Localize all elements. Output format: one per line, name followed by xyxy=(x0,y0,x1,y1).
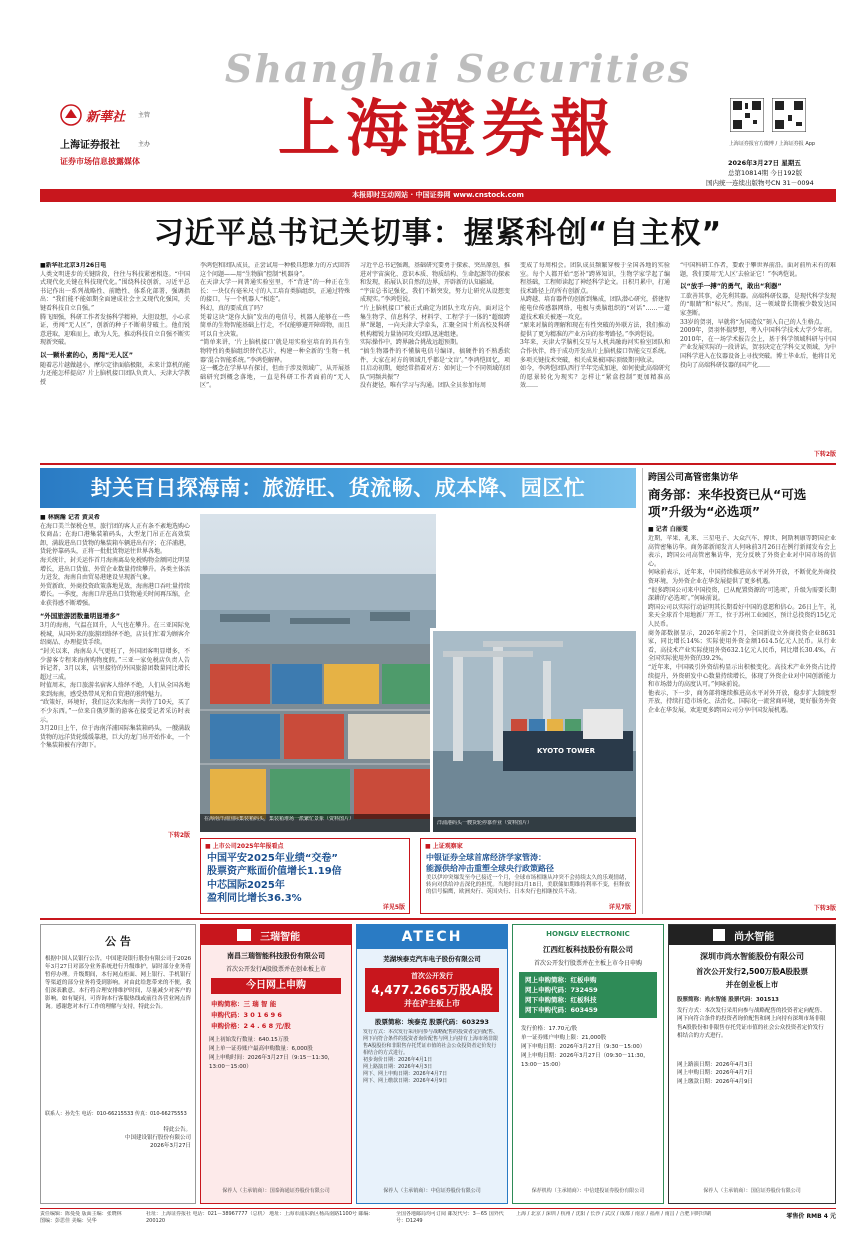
honglv-line: 发行价格：17.70元/股 xyxy=(521,1026,578,1032)
paragraph: 何咏前表示，近年来，中国持续推进高水平对外开放，不断优化外商投资环境，为外资企业在华发展提供了更多机遇。 xyxy=(648,569,836,585)
paragraph: 这一概念在学界早有探讨，但由于涉及领域广，从开展基础研究到概念落地，一直是科研工作者面前的“无人区”。 xyxy=(200,365,350,390)
honglv-company: 江西红板科技股份有限公司 xyxy=(543,945,633,954)
feature-text-col xyxy=(40,514,190,812)
headline-col-1 xyxy=(40,262,190,460)
right-continue-link[interactable]: 下转3版 xyxy=(813,905,836,912)
shangshui-line: 发行方式：本次发行采用向参与战略配售的投资者定向配售、网下向符合条件的投资者询价配售和网上向持有深圳市场非限售A股股份和非限售存托凭证市值的社会公众投资者定价发行相结合的方式进行。 xyxy=(677,1007,826,1039)
issue-number: 总第10814期 今日192版 xyxy=(728,169,803,177)
shangshui-sponsor: 保荐人（主承销商）：国信证券股份有限公司 xyxy=(703,1188,801,1194)
paragraph: 3年来，天津大学脑机交互与人机共融海河实验室团队和合作伙伴，终于成功开发出片上脑机接口智能交互系统。多项关键技术突破，相关成果被国际顶级期刊收录。 xyxy=(520,339,670,364)
port-aerial-image xyxy=(200,514,436,832)
paragraph: 时值周末，海口旅游名宿客人络绎不绝，人们从全国各地来到海南，感受热带风光和自贸港的独特魅力。 xyxy=(40,682,190,698)
footer-subscription: 全国各地邮局均可订阅 邮发代号：3－65 国外代号：D1249 xyxy=(396,1211,504,1224)
org-role: 主办 xyxy=(138,141,151,148)
earnings-item-2[interactable]: 中芯国际2025年 盈利同比增长36.3% xyxy=(207,880,302,904)
honglv-line: 网下申购日期：2026年3月27日（9:30－15:00） xyxy=(521,1044,646,1050)
right-title: 商务部：来华投资已从“可选项”升级为“必选项” xyxy=(648,487,807,519)
atech-brand: ATECH xyxy=(357,925,507,949)
paragraph: 没有捷径，唯有学习与沟通。团队全员参加每周 xyxy=(360,382,487,390)
org-name: 上海证券报社 xyxy=(60,140,120,151)
honglv-line: 网下申购代码：603459 xyxy=(525,1006,598,1014)
app-label: 上海证券报官方微博 / 上海证券报 App xyxy=(728,141,816,147)
footer-retail-price: 零售价 RMB 4 元 xyxy=(786,1213,836,1220)
headline-col-2 xyxy=(200,262,350,460)
photo-caption: 在海南洋浦国际集装箱码头，集装箱堆场一派繁忙景象（资料图片） xyxy=(204,816,355,822)
paragraph: 3月的海南，气温在回升，人气也在攀升。在三亚国际免税城，从国外来的旅游团络绎不绝，店员们忙着为顾客介绍商品、办理提货手续。 xyxy=(40,622,190,647)
sanrui-logo-icon xyxy=(237,929,251,941)
cargo-ship-image xyxy=(433,631,636,832)
atech-details: 发行方式：本次发行采用向参与战略配售的投资者定向配售、网下向符合条件的投资者询价配售与网上向持有上海市场非限售A股股份和非限售存托凭证市值的社会公众投资者定价发行相结合的方式进行。 初步询价日期：2026年4月1日 网上路演日期：2026年4月3日 网下、网上申购日期：2026年4月7日 网下、网上缴款日期：2026年4月9日 xyxy=(363,1029,499,1084)
honglv-line: 网下申购简称：红板科技 xyxy=(525,996,597,1004)
xinhua-text: 新華社 xyxy=(86,110,126,125)
feature-banner xyxy=(40,468,636,508)
paragraph: 实际操作中，跨界融合挑战远超预期。 xyxy=(360,339,463,347)
observer-kicker: ■ 上证观察家 xyxy=(425,843,463,850)
sanrui-company: 南昌三瑞智能科技股份有限公司 xyxy=(227,952,325,960)
sponsor-label: 主管 xyxy=(138,112,151,119)
observer-block xyxy=(420,838,636,914)
paragraph: “片上脑机接口”被正式确定为团队主攻方向，面对这个集生物学、信息科学、材料学、工程学于一体的“超级跨界”课题，一向天津大学牵头，汇聚全国十所高校及科研机构精锐力量协同攻关团队迅速组建。 xyxy=(360,304,510,338)
shangshui-company: 深圳市尚水智能股份有限公司 xyxy=(700,952,804,961)
footer-address: 社址：上海证券报社 电话：021－38967777（总机） 地址：上海市浦东新区杨高南路1100号 邮编：200120 xyxy=(146,1211,374,1224)
sanrui-sponsor: 保荐人（主承销商）：国泰海通证券股份有限公司 xyxy=(222,1188,330,1194)
paragraph: 在海口美兰保税仓里，旅行团的客人正有条不紊地选购心仪商品；在海口港集装箱码头，大型龙门吊正在高效装卸，满载进出口货物的集装箱车辆进出有序；在洋浦港，货轮停靠码头，正将一批批货物运往世界各地。 xyxy=(40,522,190,556)
atech-ad xyxy=(356,924,508,1204)
cn-number: 国内统一连续出版物号CN 31－0094 xyxy=(706,179,814,187)
qr-app-icon xyxy=(772,98,806,132)
shangshui-line: 网上路演日期：2026年4月3日 xyxy=(677,1061,753,1068)
ship-name: KYOTO TOWER xyxy=(537,747,595,755)
paragraph: 习近平总书记强调，基础研究要勇于探索、突出原创，推进对宇宙演化、意识本质、物质结构、生命起源等的探索和发现，拓展认识自然的边界，开辟新的认知疆域。 xyxy=(360,262,510,287)
shangshui-offer: 并在创业板上市 xyxy=(725,980,779,989)
sanrui-header xyxy=(201,925,351,945)
shangshui-line: 网上申购日期：2026年4月7日 xyxy=(677,1070,753,1076)
notice-footer: 特此公告。 中国建设银行股份有限公司 2026年3月27日 xyxy=(124,1127,191,1149)
main-headline: 习近平总书记关切事：握紧科创“自主权” xyxy=(153,216,723,251)
qr-weibo-icon xyxy=(730,98,764,132)
atech-code: 股票简称：埃泰克 股票代码：603293 xyxy=(375,1018,489,1026)
sanrui-line: 网上单一证券账户最高申购数量：6,000股 xyxy=(209,1046,313,1052)
paragraph: 李鸿恺和团队成员，正尝试用一种极具想象力的方式回答这个问题——用“生物脑”控制“机器身”。 xyxy=(200,262,350,278)
shangshui-header xyxy=(669,925,835,945)
paragraph: “政策好，环境好，我们这次来海南一共待了10天，买了不少东西。”一位来自俄罗斯的游客在接受记者采访时表示。 xyxy=(40,699,190,724)
shangshui-line: 网上缴款日期：2026年4月9日 xyxy=(677,1078,753,1085)
shangshui-offer: 首次公开发行2,500万股A股股票 xyxy=(695,967,809,976)
ship-photo xyxy=(430,628,636,832)
atech-sponsor: 保荐人（主承销商）：中信证券股份有限公司 xyxy=(383,1188,481,1194)
paragraph: 他表示，下一步，商务部将继续推进高水平对外开放，稳步扩大制度型开放，持续打造市场化、法治化、国际化一流营商环境，更好服务外资企业在华发展，欢迎更多跨国公司分享中国发展机遇。 xyxy=(648,689,836,714)
paragraph: 近期，苹果、礼来、三星电子、大众汽车、博世、阿斯利康等跨国企业高管密集访华。商务部新闻发言人何咏前3月26日在例行新闻发布会上表示，跨国公司高管密集访华，充分反映了外资企业对中国市场的信心。 xyxy=(648,535,836,568)
subhead: 以一颗朴素的心，勇闯“无人区” xyxy=(40,350,134,359)
honglv-brand: HONGLV ELECTRONIC xyxy=(546,930,630,938)
right-article xyxy=(648,468,836,914)
earnings-kicker: ■ 上市公司2025年年报看点 xyxy=(205,843,284,850)
paragraph: 变成了每周相会。团队成员频繁穿梭于全国各地的实验室。每个人都开始“恶补”跨界知识，生物学家学起了编程基础，工程师读起了神经科学论文。日积月累中，打通技术路径上的所有创新点。 xyxy=(520,262,670,295)
feature-title: 封关百日探海南：旅游旺、货流畅、成本降、园区忙 xyxy=(90,476,586,500)
paragraph: 工欲善其事，必先利其器。高端科研仪器，是现代科学发现的“眼睛”和“标尺”。然而，这一领域曾长期被少数发达国家垄断。 xyxy=(680,292,836,317)
headline-col-3 xyxy=(360,262,510,460)
earnings-item-1[interactable]: 中国平安2025年业绩“交卷” 股票资产账面价值增长1.19倍 xyxy=(207,853,342,877)
right-body xyxy=(648,535,836,891)
sanrui-brand: 三瑞智能 xyxy=(260,932,301,943)
paragraph: 2009年，贺羽怀揣梦想，考入中国科学技术大学少年班。2010年，在一场学术报告会上，基于科学领域科研与中国产业发展实际的一段讲话，贺羽决定在学科交叉领域，为中国科学进入在仪器设备上寻找突破。博士毕业后，他将目光投向了高端科研仪器的国产化…… xyxy=(680,327,836,369)
honglv-sponsor: 保荐机构（主承销商）：中信建投证券股份有限公司 xyxy=(531,1188,645,1194)
footer-editors: 责任编辑：陈曼曼 版面主编：张晓林 图编：彭思佳 美编：吴华 xyxy=(40,1211,122,1224)
paragraph: “原来对脑的理解和现在有性突破的外联方法，我们推动提供了更为精准的产业方向的参考路径。”李鸿恺说。 xyxy=(520,322,670,338)
sanrui-line: 申购简称：三 瑞 智 能 xyxy=(211,1000,277,1008)
observer-text: 美以伊冲突爆发至今已接近一个月，全球市场相继从冲突不会持续太久的乐观情绪，转向对供给冲击深化的担忧。当地时间3月18日，美联储如期维持利率不变，但释放的信号偏鹰，欧洲央行、英国央行、日本央行也相继按兵不动。 xyxy=(426,875,630,895)
sanrui-ad xyxy=(200,924,352,1204)
footer-print-cities: 上海 / 北京 / 深圳 / 杭州 / 沈阳 / 长沙 / 武汉 / 成都 / 南京 / 福州 / 南昌 / 合肥 同时印刷 xyxy=(516,1211,712,1217)
honglv-line: 单一证券账户申购上限：21,000股 xyxy=(521,1035,607,1041)
shangshui-brand: 尚水智能 xyxy=(734,932,775,943)
paragraph: 人类文明进步的关键阶段，往往与科技紧密相连。“中国式现代化关键在科技现代化。”围绕科技创新，习近平总书记作出一系列战略性、前瞻性、体系化部署，强调指出：“我们能不能如期全面建成社会主义现代化强国，关键看科技自立自强。” xyxy=(40,270,190,312)
shangshui-line: 股票简称：尚水智能 股票代码：301513 xyxy=(677,997,779,1003)
paragraph: 3月20日上午，位于海南洋浦国际集装箱码头，一艘满载货物的远洋货轮缓缓靠港，巨大的龙门吊开始作业，一个个集装箱被有序卸下。 xyxy=(40,725,190,750)
paragraph: “近年来，中国吸引外资结构显示出积极变化。高技术产业外资占比持续提升，外资研发中心数量持续增长，体现了外资企业对中国创新能力和市场潜力的高度认可。”何咏前说。 xyxy=(648,663,836,689)
sanrui-line: 申购价格：2 4 . 6 8 元/股 xyxy=(211,1022,291,1030)
earnings-block xyxy=(200,838,410,914)
right-byline: ■ 记者 白丽雯 xyxy=(648,526,688,533)
port-photo xyxy=(200,514,436,832)
byline: ■新华社北京3月26日电 xyxy=(40,262,107,269)
xinhua-emblem-icon xyxy=(60,104,82,126)
paragraph: “中国科研工作者，要敢于攀世界前沿。面对前所未有的难题，我们要用‘无人区’去验证它！”李鸿恺说。 xyxy=(680,262,836,278)
headline-col-5 xyxy=(680,262,836,448)
paragraph: 科幻，真的要成真了吗？ xyxy=(200,304,267,312)
paragraph: “宇宙总书记强化，我们不断突发，努力让研究从设想变成现实。”李鸿恺说。 xyxy=(360,287,510,304)
atech-offer: 4,477.2665万股A股 xyxy=(371,983,493,997)
issue-date: 2026年3月27日 星期五 xyxy=(728,159,801,167)
shangshui-ad xyxy=(668,924,836,1204)
designation: 证券市场信息披露媒体 xyxy=(60,157,140,166)
paragraph: 腾飞图强，科研工作者发扬科学精神，大胆设想，小心求证，勇闯“无人区”，创新的种子不断萌芽破土。他们锐意进取，迎难而上，敢为人先，推动科技自立自强不断实现新突破。 xyxy=(40,313,190,347)
paragraph: 从跨越、培育器件的创新到集成，团队潜心研究，搭建智能电位传感器网络，电极与类脑组织的“对话”……一道道技术难关被逐一攻克。 xyxy=(520,296,670,321)
continue-link[interactable]: 下转2版 xyxy=(813,451,836,458)
sanrui-offer: 首次公开发行A股股票并在创业板上市 xyxy=(225,966,327,973)
notice-ad xyxy=(40,924,196,1204)
paragraph: 商务部数据显示，2026年前2个月，全国新设立外商投资企业8631家，同比增长14%；实际使用外资金额1614.5亿元人民币。从行业看，高技术产业实际使用外资632.1亿元人民币，同比增长30.4%，占全国实际使用外资的39.2%。 xyxy=(648,629,836,663)
paragraph: “封关以来，海南岛人气更旺了，外国团客明显增多，不少游客专程来海南购物度假。”三亚一家免税店负责人告诉记者，3月以来，店里接待的外国旅游团数量同比增长超过三成。 xyxy=(40,647,190,681)
honglv-line: 网上申购代码：732459 xyxy=(525,986,598,994)
paragraph: “简单来讲，‘片上脑机接口’就是用实验室培育的具有生物特性的类脑组织替代芯片，构建一种全新的‘生物－机器’混合智能系统。”李鸿恺解释。 xyxy=(200,339,350,364)
shangshui-logo-icon xyxy=(713,929,725,941)
tagline: 本报即时互动网站 · 中国证券网 www.cnstock.com xyxy=(352,191,524,199)
paragraph: 随着芯片越做越小，摩尔定律面临极限，未来计算机的能力还能怎样提高？片上脑机接口团队负责人、天津大学教授 xyxy=(40,361,190,386)
atech-company: 芜湖埃泰克汽车电子股份有限公司 xyxy=(383,955,481,963)
paragraph: 在天津大学一间普通实验室里，不“背进”的一种正在生长：一块仅有毫米尺寸的人工培育类脑组织，正通过特殊的接口，与一个机器人“相连”。 xyxy=(200,279,350,304)
paragraph: 外贸新政、外商投资政策落地见效，海南港口吞吐量持续增长。一季度，海南口岸进出口货物通关时间再压缩，企业获得感不断增强。 xyxy=(40,582,190,607)
divider xyxy=(40,918,836,920)
atech-offer: 首次公开发行 xyxy=(411,972,453,980)
sanrui-line: 申购代码：3 0 1 6 9 6 xyxy=(211,1011,282,1019)
observer-title[interactable]: 中银证券全球首席经济学家管涛： 能源供给冲击重塑全球央行政策路径 xyxy=(426,853,554,873)
footer-rule xyxy=(40,1208,836,1209)
atech-offer: 并在沪主板上市 xyxy=(404,999,460,1008)
headline-col-4 xyxy=(520,262,670,460)
paragraph: 如今，李鸿恺团队西行半年完成加速，如何使此高端研究的愿景转化为现实？怎样让“紧盒控制”更加精准高效…… xyxy=(520,365,670,390)
xinhua-logo xyxy=(60,103,140,127)
sanrui-today: 今日网上申购 xyxy=(211,978,341,994)
paragraph: 跨国公司以实际行动证明其长期看好中国的意愿和信心。26日上午，礼来天全球首个用地新厂开工，位于苏州工业园区，预计总投资约15亿元人民币。 xyxy=(648,603,836,628)
tagline-bar xyxy=(40,189,836,202)
masthead xyxy=(0,0,858,236)
earnings-more-link[interactable]: 详见5版 xyxy=(382,904,405,911)
subhead: “外国旅游团数量明显增多” xyxy=(40,611,121,620)
feature-continue-link[interactable]: 下转2版 xyxy=(167,832,190,839)
honglv-ad xyxy=(512,924,664,1204)
english-name: Shanghai Securities xyxy=(224,46,692,91)
headline-columns xyxy=(40,262,836,460)
notice-body: 根据中国人民银行公告，中国建设银行股份有限公司于2026年3月27日对部分业务系统进行升级维护，届时部分业务将暂停办理。升级期间，本行网点柜面、网上银行、手机银行等渠道的部分业务将受到影响。对由此给您带来的不便，我们深表歉意。本行将合理安排维护时间，尽量减少对客户的影响。如有疑问，可咨询本行客服热线或前往各营业网点咨询。感谢您对本行工作的理解与支持，特此公告。 xyxy=(45,956,191,1010)
paragraph: 海关统计，封关运作首月海南离岛免税购物金额同比明显增长，进出口货值、外贸企业数量持续攀升。各类主体活力迸发，海南自由贸易港建设呈现新气象。 xyxy=(40,556,190,582)
divider xyxy=(40,463,836,465)
notice-title: 公 告 xyxy=(105,935,131,948)
qr-codes xyxy=(728,98,808,138)
right-kicker: 跨国公司高管密集访华 xyxy=(648,473,739,483)
sanrui-line: 网上初始发行数量：640.15万股 xyxy=(209,1037,289,1043)
notice-contact: 联系人：孙先生 电话：010-66215533 传真：010-66275553 xyxy=(45,1111,187,1117)
honglv-line: 网上申购日期：2026年3月27日（09:30－11:30，13:00－15:00） xyxy=(521,1053,649,1068)
photo-caption: 洋浦港码头一艘货轮停靠作业（资料图片） xyxy=(437,820,533,826)
paragraph: 凭着这块“迷你大脑”发出的电信号，机器人能够在一些简单的生物智能基础上行走，不仅能够避开障碍物，而且可以自主决策。 xyxy=(200,313,350,338)
paragraph: “很多跨国公司来中国投资，已从配置资源的‘可选项’，升级为需要长期深耕的‘必选项’。”何咏前说。 xyxy=(648,586,836,603)
chinese-name: 上海證券報 xyxy=(277,92,618,165)
honglv-offer: 首次公开发行股票并在主板上市今日申购 xyxy=(533,960,642,967)
column-divider xyxy=(642,468,643,914)
feature-byline: ■ 林婉瀚 记者 黄灵希 xyxy=(40,514,100,521)
subhead: 以“放手一搏”的勇气，敢出“利器” xyxy=(680,282,782,291)
paragraph: 33岁的贺羽，早就将“为国造仪”刻入自己的人生格点。 xyxy=(680,318,826,326)
sanrui-line: 网上申购时间：2026年3月27日（9:15－11:30，13:00－15:00） xyxy=(209,1055,334,1070)
paragraph: “搞生物器件的不懂脑电信号编译，搞硬件的不熟悉软件，大家在对方的领域几乎都是‘文盲’。”李鸿恺回忆，项目启动初期，她经常指着对方：如何让一个不同领域的团队“同频共振”？ xyxy=(360,347,510,381)
honglv-line: 网上申购简称：红板申购 xyxy=(525,976,597,984)
observer-more-link[interactable]: 详见7版 xyxy=(608,904,631,911)
